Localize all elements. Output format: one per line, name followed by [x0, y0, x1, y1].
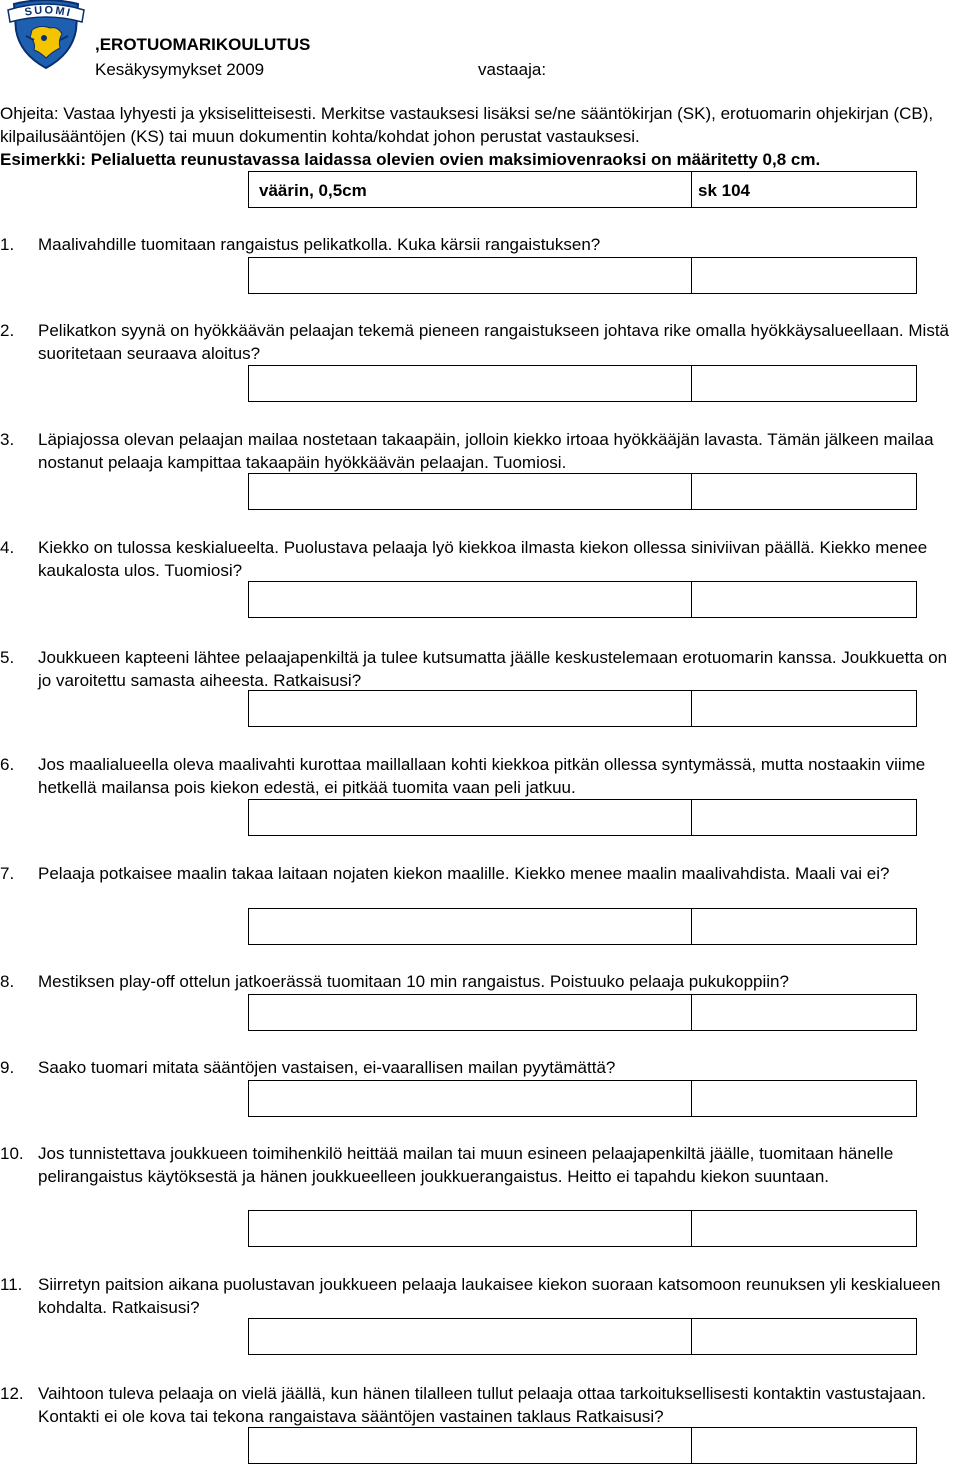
question-text: Läpiajossa olevan pelaajan mailaa nostetaan takaapäin, jolloin kiekko irtoaa hyökkääjän lavasta. Tämän jälkeen mailaa nostanut pelaaja kampittaa takaapäin hyökkäävän pelaajan. Tuomiosi. — [38, 430, 934, 472]
answer-box-3[interactable] — [248, 473, 917, 510]
answer-box-8[interactable] — [248, 994, 917, 1031]
example-reference: sk 104 — [698, 181, 750, 200]
question-text: Siirretyn paitsion aikana puolustavan joukkueen pelaaja laukaisee kiekon suoraan katsomoon reunuksen yli keskialueen kohdalta. Ratkaisusi? — [38, 1275, 941, 1317]
answer-box-6[interactable] — [248, 799, 917, 836]
question-number: 5. — [0, 648, 15, 667]
answer-box-11[interactable] — [248, 1318, 917, 1355]
question-number: 11. — [0, 1275, 23, 1294]
reference-field-divider — [691, 366, 692, 401]
question-number: 10. — [0, 1144, 24, 1163]
reference-field-divider — [691, 1211, 692, 1246]
reference-field-divider — [691, 995, 692, 1030]
document-title: ,EROTUOMARIKOULUTUS — [95, 35, 311, 54]
reference-field-divider — [691, 691, 692, 726]
suomi-logo — [0, 0, 92, 70]
question-text: Jos maalialueella oleva maalivahti kurottaa maillallaan kohti kiekkoa pitkän ollessa syntymässä, mutta nostaakin viime hetkellä mailansa pois kiekon edestä, ei pitkää tuomita vaan peli jatkuu. — [38, 755, 926, 797]
example-answer: väärin, 0,5cm — [259, 181, 367, 200]
reference-field-divider — [691, 1319, 692, 1354]
question-text: Saako tuomari mitata sääntöjen vastaisen, ei-vaarallisen mailan pyytämättä? — [38, 1058, 616, 1077]
respondent-label: vastaaja: — [478, 60, 547, 79]
instructions — [0, 102, 955, 171]
reference-field-divider — [691, 1428, 692, 1463]
reference-field-divider — [691, 474, 692, 509]
answer-box-1[interactable] — [248, 257, 917, 294]
question-text: Pelaaja potkaisee maalin takaa laitaan nojaten kiekon maalille. Kiekko menee maalin maalivahdista. Maali vai ei? — [38, 864, 890, 883]
answer-box-2[interactable] — [248, 365, 917, 402]
instructions-text: Ohjeita: Vastaa lyhyesti ja yksiselitteisesti. Merkitse vastauksesi lisäksi se/ne sääntökirjan (SK), erotuomarin ohjekirjan (CB), kilpailusääntöjen (KS) tai muun dokumentin kohta/kohdat johon perustat vastauksesi. — [0, 104, 934, 146]
question-number: 1. — [0, 235, 15, 254]
reference-field-divider — [691, 258, 692, 293]
question-text: Mestiksen play-off ottelun jatkoerässä tuomitaan 10 min rangaistus. Poistuuko pelaaja pukukoppiin? — [38, 972, 789, 991]
question-text: Pelikatkon syynä on hyökkäävän pelaajan tekemä pieneen rangaistukseen johtava rike omalla hyökkäysalueellaan. Mistä suoritetaan seuraava aloitus? — [38, 321, 949, 363]
reference-field-divider — [691, 1081, 692, 1116]
answer-box-7[interactable] — [248, 908, 917, 945]
question-number: 4. — [0, 538, 15, 557]
answer-box-4[interactable] — [248, 581, 917, 618]
answer-box-9[interactable] — [248, 1080, 917, 1117]
reference-field-divider — [691, 582, 692, 617]
answer-box-5[interactable] — [248, 690, 917, 727]
question-text: Jos tunnistettava joukkueen toimihenkilö heittää mailan tai muun esineen pelaajapenkiltä jäälle, tuomitaan hänelle pelirangaistus käytöksestä ja hänen joukkueelleen joukkuerangaistus. Heitto ei tapahdu kiekon suuntaan. — [38, 1144, 894, 1186]
question-text: Kiekko on tulossa keskialueelta. Puolustava pelaaja lyö kiekkoa ilmasta kiekon ollessa siniviivan päällä. Kiekko menee kaukalosta ulos. Tuomiosi? — [38, 538, 928, 580]
answer-box-10[interactable] — [248, 1210, 917, 1247]
question-text: Joukkueen kapteeni lähtee pelaajapenkiltä ja tulee kutsumatta jäälle keskustelemaan erotuomarin kanssa. Joukkuetta on jo varoitettu samasta aiheesta. Ratkaisusi? — [38, 648, 948, 690]
question-number: 6. — [0, 755, 15, 774]
reference-field-divider — [691, 800, 692, 835]
example-answer-box — [248, 171, 917, 208]
document-subtitle: Kesäkysymykset 2009 — [95, 60, 265, 79]
question-number: 8. — [0, 972, 15, 991]
question-text: Vaihtoon tuleva pelaaja on vielä jäällä, kun hänen tilalleen tullut pelaaja ottaa tarkoituksellisesti kontaktin vastustajaan. Kontakti ei ole kova tai tekona rangaistava sääntöjen vastainen taklaus Ratkaisusi? — [38, 1384, 927, 1426]
question-number: 2. — [0, 321, 15, 340]
reference-field-divider — [691, 909, 692, 944]
question-number: 7. — [0, 864, 15, 883]
question-number: 9. — [0, 1058, 15, 1077]
question-number: 3. — [0, 430, 15, 449]
answer-box-12[interactable] — [248, 1427, 917, 1464]
example-text: Esimerkki: Pelialuetta reunustavassa laidassa olevien ovien maksimiovenraoksi on määritetty 0,8 cm. — [0, 150, 821, 169]
question-number: 12. — [0, 1384, 24, 1403]
question-text: Maalivahdille tuomitaan rangaistus pelikatkolla. Kuka kärsii rangaistuksen? — [38, 235, 601, 254]
logo-text: SUOMI — [23, 4, 74, 20]
